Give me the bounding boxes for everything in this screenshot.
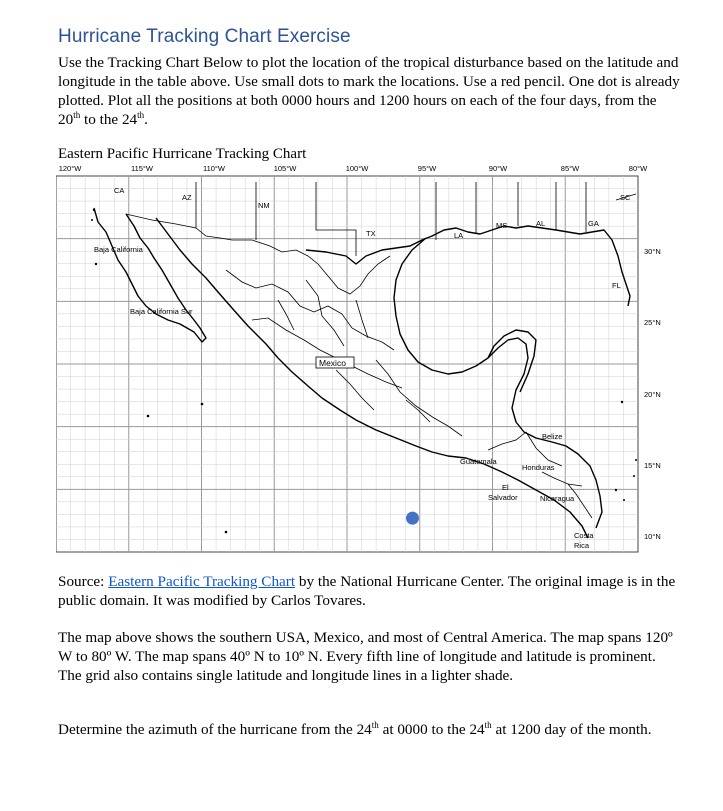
lat-label-20: 20°N xyxy=(644,390,661,399)
lon-label-120: 120°W xyxy=(58,164,82,173)
lat-label-30: 30°N xyxy=(644,247,661,256)
lon-label-95: 95°W xyxy=(417,164,437,173)
label-nm: NM xyxy=(258,201,270,210)
label-az: AZ xyxy=(182,193,192,202)
label-rica: Rica xyxy=(574,541,590,550)
document-title: Hurricane Tracking Chart Exercise xyxy=(58,26,351,47)
label-fl: FL xyxy=(612,281,621,290)
label-mexico: Mexico xyxy=(319,358,346,368)
azimuth-question: Determine the azimuth of the hurricane from the 24th at 0000 to the 24th at 1200 day of the month. xyxy=(58,719,652,738)
source-link[interactable]: Eastern Pacific Tracking Chart xyxy=(108,573,296,590)
map-description: The map above shows the southern USA, Mexico, and most of Central America. The map spans 120º W to 80º W. The map spans 40º N to 10º N. Every fifth line of longitude and latitude is prominent. The grid also contains single latitude and longitude lines in a lighter shade. xyxy=(58,629,673,684)
instructions-paragraph: Use the Tracking Chart Below to plot the location of the tropical disturbance based on the latitude and longitude in the table above. Use small dots to mark the locations. Use a red pencil. One dot is already plotted. Plot all the positions at both 0000 hours and 1200 hours on each of the four days, from the 20th to the 24th. xyxy=(58,54,680,128)
label-costa: Costa xyxy=(574,531,594,540)
lon-label-100: 100°W xyxy=(345,164,369,173)
label-belize: Belize xyxy=(542,432,563,441)
label-ga: GA xyxy=(588,219,599,228)
coastlines xyxy=(94,208,630,538)
label-sc: SC xyxy=(620,193,631,202)
lon-label-105: 105°W xyxy=(273,164,297,173)
hurricane-tracking-map xyxy=(56,160,666,553)
label-ms: MS xyxy=(496,221,508,230)
label-la: LA xyxy=(454,231,464,240)
label-nicaragua: Nicaragua xyxy=(540,494,575,503)
latitude-labels xyxy=(644,247,661,541)
label-baja-california: Baja California xyxy=(94,245,143,254)
label-al: AL xyxy=(536,219,546,228)
label-salvador: Salvador xyxy=(488,493,518,502)
lon-label-115: 115°W xyxy=(130,164,154,173)
political-borders xyxy=(126,182,636,518)
source-paragraph: Source: Eastern Pacific Tracking Chart by the National Hurricane Center. The original image is in the public domain. It was modified by Carlos Tovares. xyxy=(58,573,676,609)
lon-label-90: 90°W xyxy=(488,164,508,173)
lon-label-80: 80°W xyxy=(628,164,648,173)
label-baja-california-sur: Baja California Sur xyxy=(130,307,193,316)
lon-label-85: 85°W xyxy=(560,164,580,173)
chart-heading: Eastern Pacific Hurricane Tracking Chart xyxy=(58,146,307,162)
label-honduras: Honduras xyxy=(522,463,555,472)
lat-label-15: 15°N xyxy=(644,461,661,470)
lat-label-25: 25°N xyxy=(644,318,661,327)
plotted-hurricane-dot xyxy=(406,512,419,525)
label-ca: CA xyxy=(114,186,125,195)
label-el: El xyxy=(502,483,509,492)
label-guatemala: Guatemala xyxy=(460,457,497,466)
longitude-labels xyxy=(59,164,648,173)
lat-label-10: 10°N xyxy=(644,532,661,541)
label-tx: TX xyxy=(366,229,376,238)
lon-label-110: 110°W xyxy=(202,164,226,173)
